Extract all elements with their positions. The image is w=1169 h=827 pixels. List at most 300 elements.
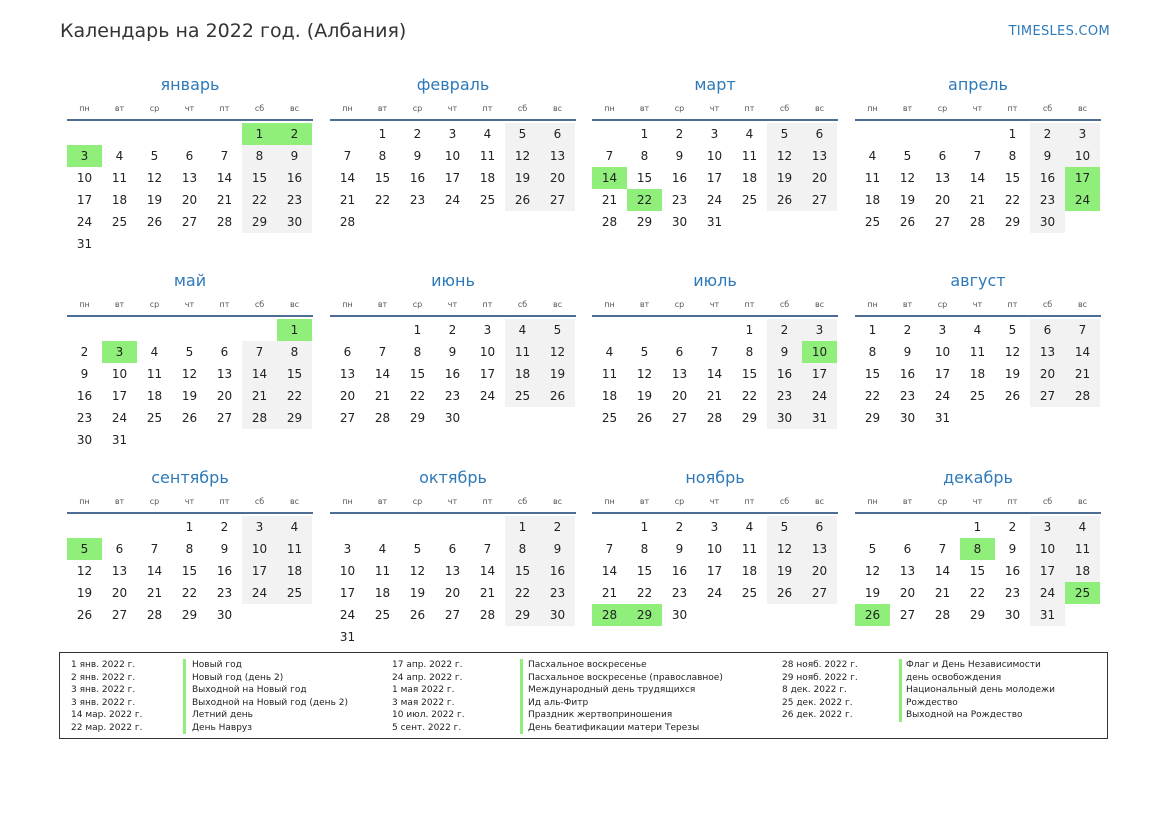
weekday-label: вт (114, 300, 125, 309)
weekday-label: сб (779, 497, 790, 506)
weekday-label: вс (552, 497, 563, 506)
day-cell: 29 (277, 407, 312, 429)
weekday-label: ср (937, 497, 948, 506)
day-cell: 24 (76, 215, 93, 229)
day-grid (855, 123, 1101, 233)
day-cell: 6 (802, 516, 837, 538)
day-cell: 12 (146, 171, 163, 185)
holiday-date: 3 мая 2022 г. (392, 697, 455, 708)
day-cell: 2 (675, 127, 684, 141)
day-cell: 11 (741, 542, 758, 556)
day-cell: 5 (413, 542, 422, 556)
month-calendar (592, 269, 838, 429)
day-cell: 26 (505, 189, 540, 211)
day-cell: 19 (636, 389, 653, 403)
month-calendar (855, 73, 1101, 233)
day-grid (330, 516, 576, 648)
holiday-date: 1 мая 2022 г. (392, 685, 455, 696)
month-name: ноябрь (685, 468, 745, 487)
day-cell: 2 (80, 345, 89, 359)
day-cell: 30 (1004, 608, 1021, 622)
day-cell: 23 (76, 411, 93, 425)
empty-cell (925, 123, 960, 145)
day-cell: 17 (479, 367, 496, 381)
day-cell: 13 (111, 564, 128, 578)
day-cell: 21 (601, 193, 618, 207)
day-cell: 7 (938, 542, 947, 556)
day-cell: 15 (741, 367, 758, 381)
page-title: Календарь на 2022 год. (Албания) (60, 20, 407, 42)
day-cell: 2 (1030, 123, 1065, 145)
empty-cell (592, 123, 627, 145)
weekday-header (592, 102, 838, 118)
day-cell: 24 (706, 193, 723, 207)
day-cell: 9 (277, 145, 312, 167)
day-cell: 19 (1004, 367, 1021, 381)
day-cell: 10 (1065, 145, 1100, 167)
day-cell: 12 (409, 564, 426, 578)
day-cell: 30 (76, 433, 93, 447)
day-cell: 7 (605, 149, 614, 163)
holiday-day-cell: 10 (802, 341, 837, 363)
day-cell: 27 (444, 608, 461, 622)
day-cell: 12 (767, 145, 802, 167)
day-cell: 9 (540, 538, 575, 560)
day-cell: 27 (802, 582, 837, 604)
weekday-label: пт (1007, 300, 1018, 309)
day-cell: 30 (540, 604, 575, 626)
empty-cell (330, 516, 365, 538)
brand-link[interactable]: TIMESLES.COM (1008, 24, 1110, 39)
holiday-name: Ид аль-Фитр (528, 697, 589, 708)
day-cell: 1 (413, 323, 422, 337)
day-cell: 4 (277, 516, 312, 538)
day-cell: 9 (80, 367, 89, 381)
day-cell: 2 (413, 127, 422, 141)
day-cell: 23 (671, 586, 688, 600)
day-cell: 6 (448, 542, 457, 556)
day-cell: 11 (741, 149, 758, 163)
day-cell: 1 (973, 520, 982, 534)
day-cell: 29 (409, 411, 426, 425)
day-cell: 9 (220, 542, 229, 556)
weekday-label: сб (1042, 300, 1053, 309)
day-cell: 1 (745, 323, 754, 337)
holiday-name: Рождество (906, 697, 958, 708)
weekday-header (855, 298, 1101, 314)
weekday-label: сб (254, 300, 265, 309)
day-cell: 11 (111, 171, 128, 185)
weekday-header (67, 102, 313, 118)
weekday-label: пт (482, 300, 493, 309)
weekday-label: вс (814, 300, 825, 309)
weekday-label: ср (412, 104, 423, 113)
weekday-label: вс (289, 300, 300, 309)
holiday-date: 29 нояб. 2022 г. (782, 672, 858, 683)
day-cell: 13 (802, 538, 837, 560)
day-cell: 7 (220, 149, 229, 163)
empty-cell (102, 123, 137, 145)
day-cell: 7 (483, 542, 492, 556)
day-cell: 12 (505, 145, 540, 167)
empty-cell (67, 516, 102, 538)
weekday-label: сб (779, 104, 790, 113)
day-cell: 23 (1030, 189, 1065, 211)
weekday-label: ср (674, 300, 685, 309)
day-cell: 18 (505, 363, 540, 385)
weekday-label: вс (814, 497, 825, 506)
day-cell: 4 (115, 149, 124, 163)
day-cell: 23 (444, 389, 461, 403)
day-cell: 24 (706, 586, 723, 600)
day-cell: 21 (479, 586, 496, 600)
month-name: март (694, 75, 736, 94)
day-cell: 23 (899, 389, 916, 403)
header-rule (67, 512, 313, 514)
day-cell: 11 (146, 367, 163, 381)
day-cell: 10 (706, 542, 723, 556)
day-cell: 4 (745, 127, 754, 141)
day-cell: 27 (934, 215, 951, 229)
day-cell: 17 (706, 171, 723, 185)
day-cell: 27 (671, 411, 688, 425)
day-cell: 9 (448, 345, 457, 359)
day-cell: 29 (741, 411, 758, 425)
day-cell: 21 (216, 193, 233, 207)
day-cell: 6 (540, 123, 575, 145)
day-cell: 3 (448, 127, 457, 141)
day-cell: 12 (76, 564, 93, 578)
empty-cell (67, 123, 102, 145)
day-cell: 14 (146, 564, 163, 578)
weekday-label: чт (184, 300, 195, 309)
holiday-date: 1 янв. 2022 г. (71, 660, 136, 670)
day-cell: 24 (479, 389, 496, 403)
day-cell: 24 (802, 385, 837, 407)
weekday-label: пн (79, 104, 90, 113)
day-cell: 4 (1065, 516, 1100, 538)
holiday-day-cell: 1 (277, 319, 312, 341)
weekday-label: вт (902, 497, 913, 506)
day-cell: 7 (973, 149, 982, 163)
day-cell: 16 (409, 171, 426, 185)
day-cell: 18 (277, 560, 312, 582)
day-cell: 28 (242, 407, 277, 429)
day-cell: 5 (868, 542, 877, 556)
day-cell: 25 (479, 193, 496, 207)
day-cell: 20 (934, 193, 951, 207)
day-cell: 18 (479, 171, 496, 185)
holiday-name: Флаг и День Независимости (906, 660, 1041, 670)
holiday-name: Пасхальное воскресенье (православное) (528, 672, 723, 683)
day-cell: 8 (378, 149, 387, 163)
day-cell: 19 (146, 193, 163, 207)
day-cell: 21 (934, 586, 951, 600)
legend-names-col-1 (192, 659, 348, 735)
day-cell: 11 (479, 149, 496, 163)
weekday-label: сб (517, 497, 528, 506)
weekday-label: вс (814, 104, 825, 113)
day-cell: 20 (444, 586, 461, 600)
weekday-label: вс (1077, 104, 1088, 113)
day-cell: 19 (899, 193, 916, 207)
day-cell: 27 (111, 608, 128, 622)
empty-cell (137, 319, 172, 341)
empty-cell (960, 123, 995, 145)
day-cell: 21 (339, 193, 356, 207)
day-cell: 18 (969, 367, 986, 381)
month-name: февраль (416, 75, 490, 94)
day-cell: 8 (1008, 149, 1017, 163)
legend-dates-col-3 (782, 659, 858, 722)
day-cell: 3 (483, 323, 492, 337)
weekday-label: пт (482, 497, 493, 506)
day-cell: 21 (242, 385, 277, 407)
day-cell: 12 (864, 564, 881, 578)
day-cell: 17 (802, 363, 837, 385)
weekday-header (855, 102, 1101, 118)
day-cell: 1 (640, 520, 649, 534)
day-cell: 15 (636, 171, 653, 185)
day-cell: 2 (903, 323, 912, 337)
day-cell: 28 (479, 608, 496, 622)
weekday-label: сб (1042, 104, 1053, 113)
holiday-day-cell: 5 (67, 538, 102, 560)
day-cell: 13 (540, 145, 575, 167)
day-cell: 17 (76, 193, 93, 207)
day-cell: 6 (1030, 319, 1065, 341)
weekday-header (67, 298, 313, 314)
day-cell: 29 (505, 604, 540, 626)
day-cell: 14 (479, 564, 496, 578)
day-cell: 21 (706, 389, 723, 403)
weekday-label: пт (744, 497, 755, 506)
day-cell: 19 (505, 167, 540, 189)
day-cell: 14 (339, 171, 356, 185)
day-cell: 20 (111, 586, 128, 600)
header-rule (855, 512, 1101, 514)
day-cell: 12 (1004, 345, 1021, 359)
day-cell: 4 (868, 149, 877, 163)
header-rule (592, 512, 838, 514)
weekday-label: чт (447, 300, 458, 309)
day-cell: 27 (1030, 385, 1065, 407)
day-cell: 26 (181, 411, 198, 425)
day-cell: 14 (1065, 341, 1100, 363)
day-cell: 10 (242, 538, 277, 560)
day-cell: 27 (899, 608, 916, 622)
day-cell: 21 (969, 193, 986, 207)
month-name: октябрь (419, 468, 487, 487)
day-cell: 29 (636, 215, 653, 229)
holiday-day-cell: 3 (67, 145, 102, 167)
empty-cell (330, 123, 365, 145)
empty-cell (242, 319, 277, 341)
day-cell: 6 (938, 149, 947, 163)
weekday-label: чт (709, 497, 720, 506)
weekday-label: вт (114, 497, 125, 506)
holiday-legend (59, 652, 1108, 739)
month-calendar (67, 466, 313, 626)
day-cell: 10 (111, 367, 128, 381)
month-calendar (592, 73, 838, 233)
weekday-label: пт (219, 104, 230, 113)
day-cell: 6 (675, 345, 684, 359)
day-cell: 22 (181, 586, 198, 600)
month-calendar (855, 269, 1101, 429)
day-cell: 15 (409, 367, 426, 381)
day-cell: 10 (479, 345, 496, 359)
day-cell: 15 (242, 167, 277, 189)
day-cell: 11 (277, 538, 312, 560)
day-grid (67, 123, 313, 255)
day-cell: 3 (802, 319, 837, 341)
weekday-header (67, 495, 313, 511)
day-cell: 29 (864, 411, 881, 425)
empty-cell (400, 516, 435, 538)
day-cell: 30 (216, 608, 233, 622)
day-cell: 15 (864, 367, 881, 381)
day-cell: 31 (339, 630, 356, 644)
weekday-label: ср (149, 300, 160, 309)
weekday-label: вт (902, 104, 913, 113)
day-cell: 11 (969, 345, 986, 359)
day-cell: 18 (741, 564, 758, 578)
empty-cell (172, 123, 207, 145)
day-cell: 12 (636, 367, 653, 381)
day-cell: 4 (745, 520, 754, 534)
day-cell: 1 (505, 516, 540, 538)
day-cell: 22 (505, 582, 540, 604)
day-cell: 9 (1008, 542, 1017, 556)
month-name: декабрь (943, 468, 1013, 487)
holiday-day-cell: 28 (592, 604, 627, 626)
day-cell: 10 (1030, 538, 1065, 560)
day-cell: 28 (374, 411, 391, 425)
legend-dates-col-2 (392, 659, 465, 735)
holiday-date: 3 янв. 2022 г. (71, 685, 136, 696)
day-cell: 20 (899, 586, 916, 600)
holiday-name: день освобождения (906, 672, 1002, 683)
day-cell: 1 (378, 127, 387, 141)
day-cell: 13 (934, 171, 951, 185)
day-cell: 8 (640, 542, 649, 556)
day-cell: 11 (601, 367, 618, 381)
day-cell: 5 (903, 149, 912, 163)
day-cell: 14 (242, 363, 277, 385)
weekday-label: ср (412, 300, 423, 309)
empty-cell (365, 319, 400, 341)
day-cell: 18 (741, 171, 758, 185)
day-cell: 25 (374, 608, 391, 622)
weekday-label: сб (254, 104, 265, 113)
day-cell: 5 (505, 123, 540, 145)
weekday-header (330, 495, 576, 511)
day-cell: 24 (934, 389, 951, 403)
weekday-label: пн (342, 104, 353, 113)
day-cell: 13 (216, 367, 233, 381)
month-calendar (855, 466, 1101, 626)
holiday-name: Пасхальное воскресенье (528, 660, 647, 670)
day-cell: 23 (671, 193, 688, 207)
day-cell: 15 (374, 171, 391, 185)
day-cell: 25 (741, 586, 758, 600)
holiday-name: Летний день (192, 710, 253, 721)
day-cell: 6 (343, 345, 352, 359)
weekday-label: чт (447, 104, 458, 113)
day-cell: 14 (216, 171, 233, 185)
weekday-label: чт (972, 104, 983, 113)
day-cell: 1 (1008, 127, 1017, 141)
day-cell: 27 (216, 411, 233, 425)
day-cell: 22 (409, 389, 426, 403)
weekday-header (592, 495, 838, 511)
day-cell: 16 (767, 363, 802, 385)
weekday-label: вс (1077, 300, 1088, 309)
empty-cell (137, 123, 172, 145)
day-cell: 18 (111, 193, 128, 207)
day-cell: 20 (1030, 363, 1065, 385)
day-cell: 17 (1030, 560, 1065, 582)
day-cell: 31 (934, 411, 951, 425)
day-cell: 20 (339, 389, 356, 403)
empty-cell (435, 516, 470, 538)
day-cell: 4 (505, 319, 540, 341)
holiday-date: 25 дек. 2022 г. (782, 697, 853, 708)
weekday-label: ср (674, 497, 685, 506)
empty-cell (172, 319, 207, 341)
day-cell: 15 (636, 564, 653, 578)
day-cell: 28 (969, 215, 986, 229)
day-cell: 8 (868, 345, 877, 359)
day-cell: 31 (802, 407, 837, 429)
day-cell: 13 (339, 367, 356, 381)
empty-cell (592, 319, 627, 341)
weekday-header (330, 102, 576, 118)
day-cell: 15 (277, 363, 312, 385)
day-cell: 20 (181, 193, 198, 207)
holiday-day-cell: 25 (1065, 582, 1100, 604)
day-cell: 23 (1004, 586, 1021, 600)
day-cell: 7 (710, 345, 719, 359)
empty-cell (470, 516, 505, 538)
day-cell: 26 (899, 215, 916, 229)
day-grid (592, 123, 838, 233)
weekday-label: ср (149, 104, 160, 113)
header-rule (855, 315, 1101, 317)
weekday-label: вт (377, 300, 388, 309)
weekday-label: пн (79, 497, 90, 506)
day-cell: 30 (899, 411, 916, 425)
day-cell: 29 (969, 608, 986, 622)
day-cell: 22 (969, 586, 986, 600)
weekday-label: сб (517, 104, 528, 113)
weekday-label: чт (972, 300, 983, 309)
weekday-label: пн (867, 300, 878, 309)
day-cell: 4 (378, 542, 387, 556)
day-cell: 10 (76, 171, 93, 185)
holiday-name: Новый год (192, 660, 242, 670)
day-cell: 6 (185, 149, 194, 163)
day-cell: 19 (767, 560, 802, 582)
day-cell: 16 (1030, 167, 1065, 189)
day-cell: 13 (899, 564, 916, 578)
day-cell: 14 (969, 171, 986, 185)
weekday-label: ср (937, 300, 948, 309)
month-name: май (173, 271, 207, 290)
weekday-label: вт (902, 300, 913, 309)
weekday-label: пн (867, 104, 878, 113)
